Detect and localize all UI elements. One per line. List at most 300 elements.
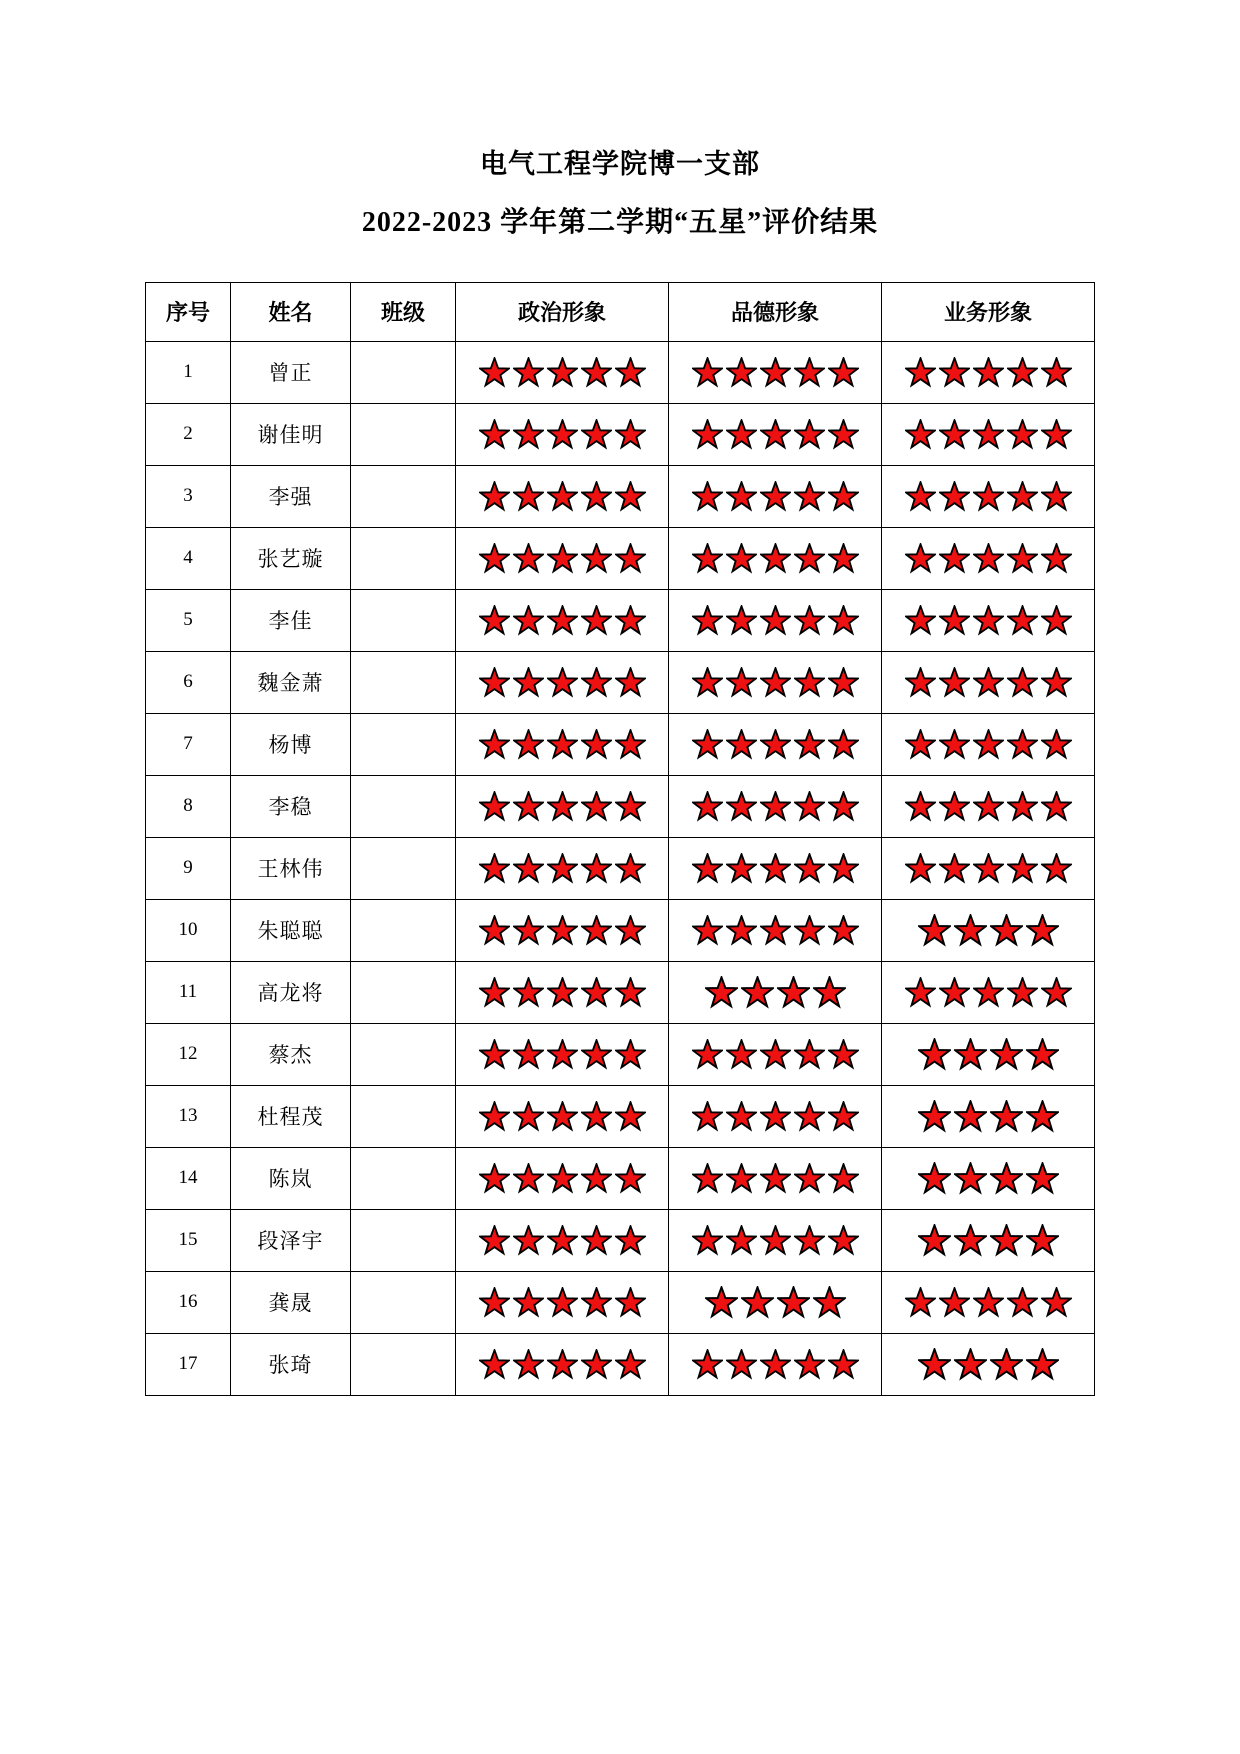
star-icon bbox=[990, 1348, 1023, 1381]
star-icon bbox=[726, 1225, 757, 1256]
cell-index: 5 bbox=[146, 589, 231, 651]
star-icon bbox=[726, 543, 757, 574]
cell-index: 3 bbox=[146, 465, 231, 527]
star-icon bbox=[1026, 914, 1059, 947]
star-icon bbox=[828, 729, 859, 760]
star-icon bbox=[973, 357, 1004, 388]
cell-professional-rating bbox=[882, 1085, 1095, 1147]
star-icon bbox=[741, 1286, 774, 1319]
star-rating-group bbox=[882, 528, 1094, 589]
star-icon bbox=[918, 1162, 951, 1195]
star-icon bbox=[794, 729, 825, 760]
star-icon bbox=[973, 1287, 1004, 1318]
star-icon bbox=[581, 791, 612, 822]
star-rating-group bbox=[882, 838, 1094, 899]
cell-professional-rating bbox=[882, 589, 1095, 651]
star-icon bbox=[939, 853, 970, 884]
star-rating-group bbox=[456, 776, 668, 837]
star-icon bbox=[547, 915, 578, 946]
cell-professional-rating bbox=[882, 1023, 1095, 1085]
cell-class bbox=[351, 1023, 456, 1085]
star-icon bbox=[726, 481, 757, 512]
cell-moral-rating bbox=[669, 899, 882, 961]
cell-name: 蔡杰 bbox=[231, 1023, 351, 1085]
star-icon bbox=[1007, 977, 1038, 1008]
cell-professional-rating bbox=[882, 527, 1095, 589]
star-icon bbox=[828, 1101, 859, 1132]
star-icon bbox=[939, 729, 970, 760]
star-icon bbox=[1041, 543, 1072, 574]
cell-moral-rating bbox=[669, 961, 882, 1023]
star-rating-group bbox=[882, 1272, 1094, 1333]
star-icon bbox=[692, 605, 723, 636]
table-row bbox=[146, 589, 1095, 651]
star-rating-group bbox=[882, 404, 1094, 465]
star-icon bbox=[479, 1349, 510, 1380]
star-icon bbox=[547, 667, 578, 698]
star-rating-group bbox=[669, 776, 881, 837]
cell-political-rating bbox=[456, 589, 669, 651]
evaluation-table bbox=[145, 282, 1095, 1396]
star-icon bbox=[615, 543, 646, 574]
star-icon bbox=[1007, 419, 1038, 450]
star-icon bbox=[479, 481, 510, 512]
cell-name: 李佳 bbox=[231, 589, 351, 651]
cell-class bbox=[351, 1209, 456, 1271]
star-icon bbox=[973, 729, 1004, 760]
star-icon bbox=[794, 1349, 825, 1380]
cell-index: 17 bbox=[146, 1333, 231, 1395]
cell-class bbox=[351, 1333, 456, 1395]
star-rating-group bbox=[882, 1086, 1094, 1147]
star-icon bbox=[615, 977, 646, 1008]
column-header-political: 政治形象 bbox=[456, 282, 669, 341]
star-icon bbox=[581, 1349, 612, 1380]
cell-political-rating bbox=[456, 1147, 669, 1209]
star-icon bbox=[479, 977, 510, 1008]
star-icon bbox=[760, 1349, 791, 1380]
star-rating-group bbox=[456, 838, 668, 899]
star-icon bbox=[615, 791, 646, 822]
cell-class bbox=[351, 403, 456, 465]
star-icon bbox=[615, 1287, 646, 1318]
star-icon bbox=[973, 667, 1004, 698]
star-icon bbox=[939, 977, 970, 1008]
star-rating-group bbox=[669, 652, 881, 713]
star-icon bbox=[615, 1039, 646, 1070]
table-row bbox=[146, 341, 1095, 403]
table-row bbox=[146, 1147, 1095, 1209]
star-rating-group bbox=[882, 590, 1094, 651]
star-icon bbox=[615, 729, 646, 760]
cell-professional-rating bbox=[882, 465, 1095, 527]
star-rating-group bbox=[456, 1148, 668, 1209]
cell-class bbox=[351, 527, 456, 589]
star-rating-group bbox=[456, 342, 668, 403]
star-icon bbox=[794, 605, 825, 636]
star-icon bbox=[615, 419, 646, 450]
cell-moral-rating bbox=[669, 1333, 882, 1395]
cell-index: 4 bbox=[146, 527, 231, 589]
star-icon bbox=[741, 976, 774, 1009]
star-icon bbox=[692, 357, 723, 388]
star-icon bbox=[954, 1348, 987, 1381]
star-icon bbox=[905, 543, 936, 574]
star-icon bbox=[1041, 605, 1072, 636]
star-icon bbox=[939, 667, 970, 698]
cell-political-rating bbox=[456, 1085, 669, 1147]
cell-professional-rating bbox=[882, 1271, 1095, 1333]
star-icon bbox=[954, 1038, 987, 1071]
cell-moral-rating bbox=[669, 403, 882, 465]
star-icon bbox=[692, 1225, 723, 1256]
cell-political-rating bbox=[456, 651, 669, 713]
cell-moral-rating bbox=[669, 527, 882, 589]
star-icon bbox=[760, 729, 791, 760]
star-icon bbox=[918, 1348, 951, 1381]
star-icon bbox=[990, 914, 1023, 947]
star-icon bbox=[777, 1286, 810, 1319]
star-icon bbox=[905, 791, 936, 822]
star-icon bbox=[828, 1039, 859, 1070]
star-icon bbox=[794, 357, 825, 388]
star-icon bbox=[581, 419, 612, 450]
star-rating-group bbox=[456, 528, 668, 589]
star-icon bbox=[794, 1039, 825, 1070]
star-icon bbox=[615, 1225, 646, 1256]
cell-moral-rating bbox=[669, 651, 882, 713]
cell-index: 16 bbox=[146, 1271, 231, 1333]
star-icon bbox=[547, 1349, 578, 1380]
star-icon bbox=[479, 1039, 510, 1070]
table-body bbox=[146, 341, 1095, 1395]
star-icon bbox=[581, 357, 612, 388]
star-icon bbox=[1041, 1287, 1072, 1318]
cell-class bbox=[351, 837, 456, 899]
star-icon bbox=[760, 915, 791, 946]
star-icon bbox=[973, 853, 1004, 884]
star-icon bbox=[918, 914, 951, 947]
cell-index: 6 bbox=[146, 651, 231, 713]
cell-name: 高龙将 bbox=[231, 961, 351, 1023]
star-icon bbox=[905, 853, 936, 884]
star-icon bbox=[547, 1225, 578, 1256]
star-icon bbox=[828, 605, 859, 636]
cell-moral-rating bbox=[669, 1271, 882, 1333]
star-icon bbox=[828, 1349, 859, 1380]
table-row bbox=[146, 713, 1095, 775]
star-rating-group bbox=[456, 900, 668, 961]
star-icon bbox=[973, 543, 1004, 574]
column-header-name: 姓名 bbox=[231, 282, 351, 341]
cell-index: 12 bbox=[146, 1023, 231, 1085]
star-icon bbox=[918, 1100, 951, 1133]
cell-professional-rating bbox=[882, 403, 1095, 465]
cell-professional-rating bbox=[882, 899, 1095, 961]
star-icon bbox=[760, 1225, 791, 1256]
cell-moral-rating bbox=[669, 713, 882, 775]
star-rating-group bbox=[882, 962, 1094, 1023]
star-rating-group bbox=[669, 528, 881, 589]
star-icon bbox=[939, 1287, 970, 1318]
star-rating-group bbox=[669, 962, 881, 1023]
star-icon bbox=[615, 667, 646, 698]
cell-moral-rating bbox=[669, 465, 882, 527]
cell-name: 陈岚 bbox=[231, 1147, 351, 1209]
cell-political-rating bbox=[456, 403, 669, 465]
star-icon bbox=[581, 605, 612, 636]
star-icon bbox=[513, 543, 544, 574]
cell-political-rating bbox=[456, 837, 669, 899]
star-icon bbox=[547, 419, 578, 450]
star-icon bbox=[828, 915, 859, 946]
star-icon bbox=[615, 1349, 646, 1380]
star-icon bbox=[705, 1286, 738, 1319]
star-icon bbox=[1041, 357, 1072, 388]
star-icon bbox=[479, 605, 510, 636]
star-icon bbox=[692, 667, 723, 698]
star-icon bbox=[513, 915, 544, 946]
star-icon bbox=[692, 419, 723, 450]
star-icon bbox=[513, 791, 544, 822]
star-icon bbox=[939, 791, 970, 822]
star-icon bbox=[1026, 1224, 1059, 1257]
star-icon bbox=[905, 357, 936, 388]
star-icon bbox=[581, 915, 612, 946]
table-row bbox=[146, 651, 1095, 713]
star-rating-group bbox=[456, 1024, 668, 1085]
star-icon bbox=[939, 543, 970, 574]
star-icon bbox=[479, 543, 510, 574]
cell-index: 13 bbox=[146, 1085, 231, 1147]
star-rating-group bbox=[669, 1086, 881, 1147]
star-icon bbox=[513, 729, 544, 760]
star-rating-group bbox=[456, 652, 668, 713]
star-icon bbox=[581, 1225, 612, 1256]
star-icon bbox=[615, 1163, 646, 1194]
table-row bbox=[146, 403, 1095, 465]
star-icon bbox=[1026, 1162, 1059, 1195]
star-rating-group bbox=[456, 1210, 668, 1271]
cell-professional-rating bbox=[882, 837, 1095, 899]
star-icon bbox=[581, 481, 612, 512]
star-icon bbox=[1026, 1100, 1059, 1133]
page-title-secondary: 2022-2023 学年第二学期“五星”评价结果 bbox=[361, 207, 879, 239]
star-rating-group bbox=[456, 466, 668, 527]
star-icon bbox=[479, 791, 510, 822]
star-icon bbox=[1007, 791, 1038, 822]
cell-class bbox=[351, 961, 456, 1023]
cell-index: 1 bbox=[146, 341, 231, 403]
star-icon bbox=[990, 1162, 1023, 1195]
star-icon bbox=[547, 543, 578, 574]
star-icon bbox=[973, 977, 1004, 1008]
star-icon bbox=[726, 605, 757, 636]
star-icon bbox=[794, 791, 825, 822]
star-icon bbox=[479, 419, 510, 450]
cell-class bbox=[351, 775, 456, 837]
star-icon bbox=[828, 357, 859, 388]
star-rating-group bbox=[882, 1210, 1094, 1271]
star-icon bbox=[905, 977, 936, 1008]
column-header-moral: 品德形象 bbox=[669, 282, 882, 341]
star-icon bbox=[692, 791, 723, 822]
star-icon bbox=[726, 1163, 757, 1194]
table-row bbox=[146, 465, 1095, 527]
star-icon bbox=[1007, 605, 1038, 636]
cell-name: 杜程茂 bbox=[231, 1085, 351, 1147]
star-icon bbox=[692, 1039, 723, 1070]
cell-name: 张艺璇 bbox=[231, 527, 351, 589]
cell-name: 张琦 bbox=[231, 1333, 351, 1395]
cell-professional-rating bbox=[882, 341, 1095, 403]
star-icon bbox=[828, 667, 859, 698]
star-icon bbox=[547, 729, 578, 760]
star-icon bbox=[1026, 1038, 1059, 1071]
cell-name: 龚晟 bbox=[231, 1271, 351, 1333]
star-icon bbox=[581, 667, 612, 698]
cell-professional-rating bbox=[882, 713, 1095, 775]
star-icon bbox=[547, 977, 578, 1008]
cell-moral-rating bbox=[669, 775, 882, 837]
star-icon bbox=[479, 1163, 510, 1194]
star-icon bbox=[547, 853, 578, 884]
star-icon bbox=[990, 1224, 1023, 1257]
star-icon bbox=[692, 481, 723, 512]
star-icon bbox=[794, 419, 825, 450]
star-rating-group bbox=[882, 1334, 1094, 1395]
star-icon bbox=[760, 1101, 791, 1132]
star-icon bbox=[547, 1039, 578, 1070]
star-icon bbox=[828, 543, 859, 574]
star-icon bbox=[479, 729, 510, 760]
star-icon bbox=[1041, 419, 1072, 450]
star-icon bbox=[794, 915, 825, 946]
star-rating-group bbox=[669, 590, 881, 651]
star-icon bbox=[973, 481, 1004, 512]
star-icon bbox=[777, 976, 810, 1009]
cell-name: 段泽宇 bbox=[231, 1209, 351, 1271]
star-icon bbox=[905, 667, 936, 698]
table-row bbox=[146, 1333, 1095, 1395]
star-icon bbox=[513, 977, 544, 1008]
cell-name: 谢佳明 bbox=[231, 403, 351, 465]
star-rating-group bbox=[882, 652, 1094, 713]
star-icon bbox=[513, 1163, 544, 1194]
cell-political-rating bbox=[456, 713, 669, 775]
cell-professional-rating bbox=[882, 1147, 1095, 1209]
star-icon bbox=[794, 481, 825, 512]
table-header-row bbox=[146, 282, 1095, 341]
star-icon bbox=[1007, 667, 1038, 698]
star-rating-group bbox=[669, 900, 881, 961]
star-icon bbox=[513, 419, 544, 450]
cell-political-rating bbox=[456, 775, 669, 837]
table-row bbox=[146, 1271, 1095, 1333]
star-rating-group bbox=[882, 1148, 1094, 1209]
cell-index: 11 bbox=[146, 961, 231, 1023]
star-icon bbox=[513, 1349, 544, 1380]
star-icon bbox=[828, 1163, 859, 1194]
cell-professional-rating bbox=[882, 651, 1095, 713]
cell-moral-rating bbox=[669, 1147, 882, 1209]
cell-political-rating bbox=[456, 1333, 669, 1395]
star-icon bbox=[760, 791, 791, 822]
star-icon bbox=[615, 481, 646, 512]
star-rating-group bbox=[669, 466, 881, 527]
star-icon bbox=[692, 853, 723, 884]
star-rating-group bbox=[456, 1334, 668, 1395]
star-icon bbox=[1007, 481, 1038, 512]
cell-political-rating bbox=[456, 465, 669, 527]
cell-political-rating bbox=[456, 899, 669, 961]
star-icon bbox=[726, 853, 757, 884]
star-icon bbox=[513, 481, 544, 512]
table-row bbox=[146, 775, 1095, 837]
star-icon bbox=[581, 977, 612, 1008]
star-icon bbox=[939, 357, 970, 388]
star-icon bbox=[1041, 481, 1072, 512]
cell-index: 10 bbox=[146, 899, 231, 961]
star-icon bbox=[615, 853, 646, 884]
star-rating-group bbox=[882, 900, 1094, 961]
star-icon bbox=[479, 853, 510, 884]
star-icon bbox=[581, 1163, 612, 1194]
cell-moral-rating bbox=[669, 589, 882, 651]
star-icon bbox=[760, 419, 791, 450]
star-icon bbox=[726, 357, 757, 388]
star-rating-group bbox=[669, 1024, 881, 1085]
star-icon bbox=[905, 729, 936, 760]
star-icon bbox=[692, 915, 723, 946]
star-icon bbox=[1007, 357, 1038, 388]
cell-class bbox=[351, 651, 456, 713]
star-icon bbox=[547, 357, 578, 388]
star-icon bbox=[692, 1101, 723, 1132]
star-rating-group bbox=[882, 776, 1094, 837]
star-icon bbox=[581, 853, 612, 884]
star-icon bbox=[939, 605, 970, 636]
star-rating-group bbox=[669, 1334, 881, 1395]
table-row bbox=[146, 961, 1095, 1023]
star-rating-group bbox=[669, 342, 881, 403]
star-rating-group bbox=[456, 714, 668, 775]
star-icon bbox=[1041, 729, 1072, 760]
cell-moral-rating bbox=[669, 837, 882, 899]
star-rating-group bbox=[456, 1272, 668, 1333]
star-icon bbox=[918, 1038, 951, 1071]
cell-class bbox=[351, 589, 456, 651]
star-icon bbox=[479, 667, 510, 698]
star-icon bbox=[1007, 729, 1038, 760]
star-icon bbox=[939, 419, 970, 450]
cell-name: 李稳 bbox=[231, 775, 351, 837]
star-icon bbox=[581, 1101, 612, 1132]
star-rating-group bbox=[882, 1024, 1094, 1085]
star-icon bbox=[760, 853, 791, 884]
star-icon bbox=[918, 1224, 951, 1257]
star-icon bbox=[828, 419, 859, 450]
cell-political-rating bbox=[456, 1209, 669, 1271]
star-icon bbox=[954, 914, 987, 947]
star-icon bbox=[547, 605, 578, 636]
star-icon bbox=[990, 1100, 1023, 1133]
star-icon bbox=[973, 791, 1004, 822]
cell-name: 李强 bbox=[231, 465, 351, 527]
cell-class bbox=[351, 1085, 456, 1147]
star-rating-group bbox=[669, 1272, 881, 1333]
star-icon bbox=[513, 1287, 544, 1318]
